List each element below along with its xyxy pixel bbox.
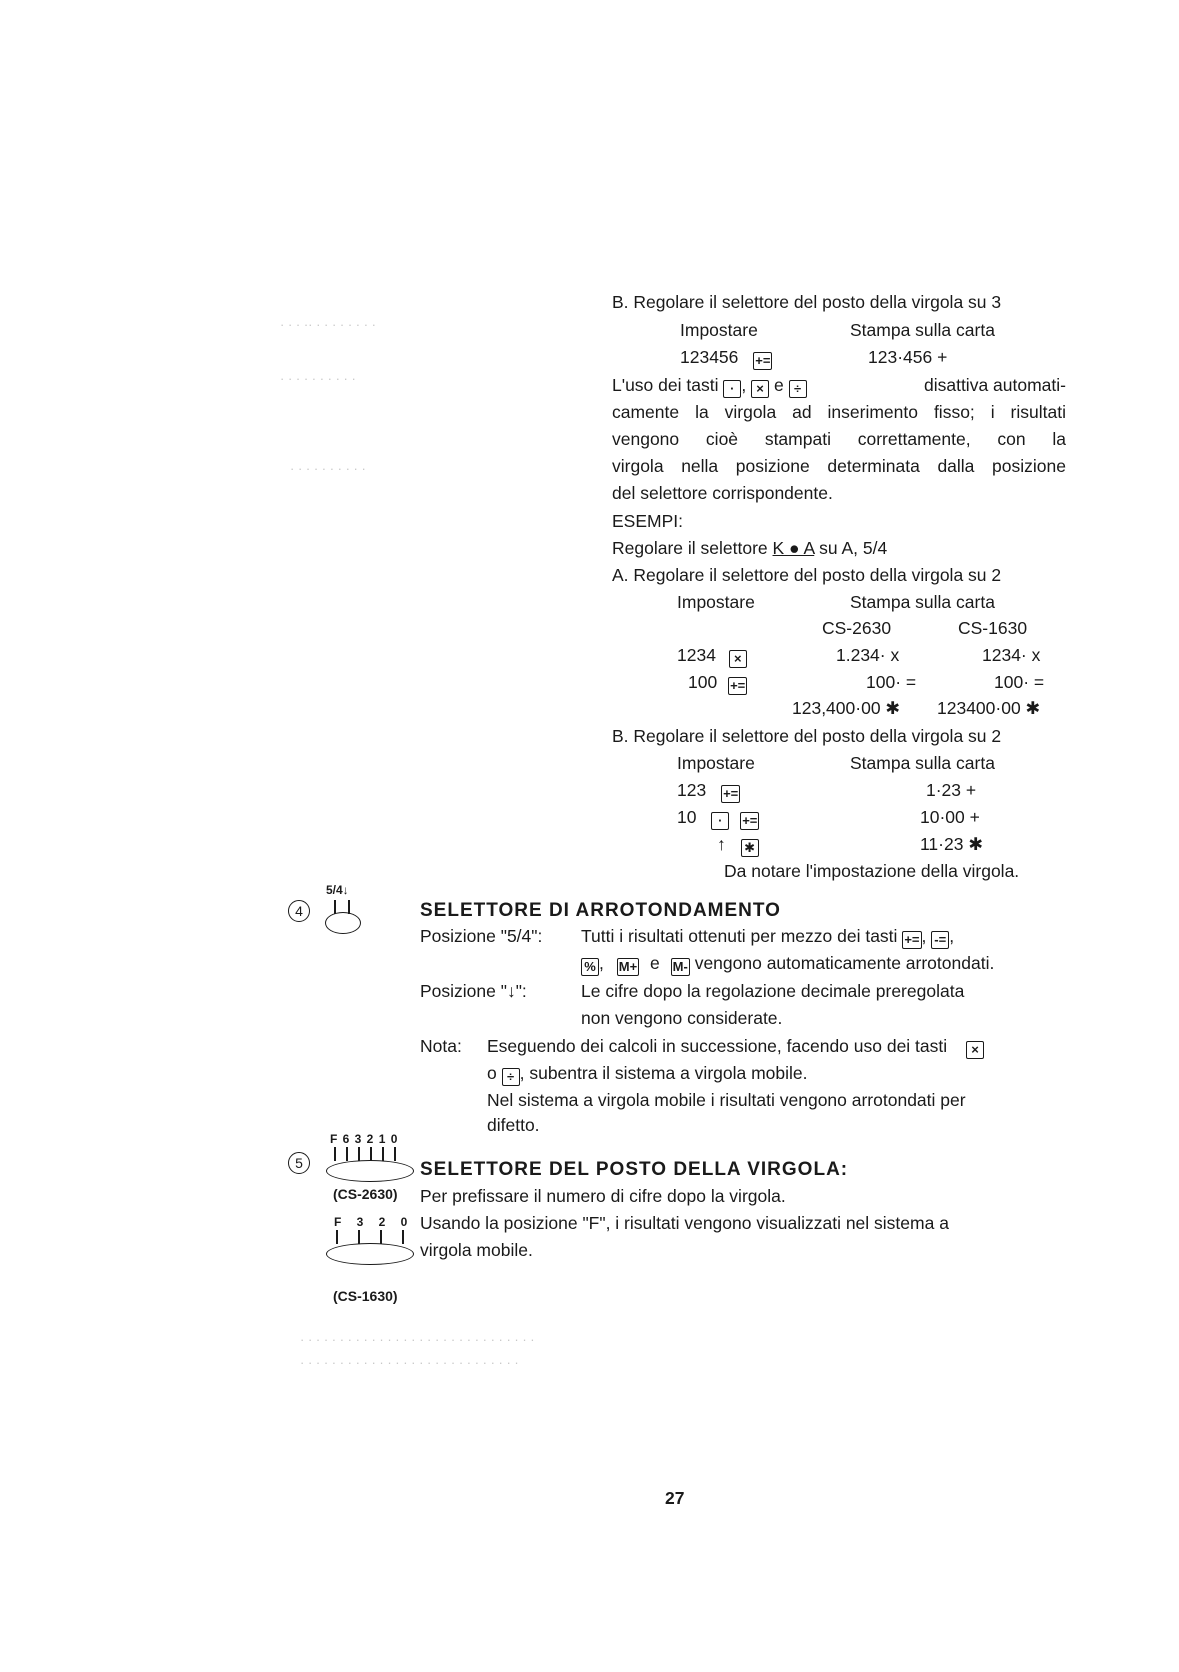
plus-equals-key-icon: +=: [723, 786, 739, 801]
section-title: SELETTORE DEL POSTO DELLA VIRGOLA:: [420, 1159, 849, 1180]
example-row: [717, 836, 759, 857]
bleed-through-noise: · · · · · · · · · ·: [290, 461, 366, 476]
paragraph-line: L'uso dei tasti · , × e ÷ disattiva automati-: [612, 375, 1066, 396]
decimal-key-icon: ·: [711, 812, 729, 830]
note-line: Da notare l'impostazione della virgola.: [724, 861, 1020, 881]
col-input-label: Impostare: [680, 320, 758, 340]
decimal-key-icon: ·: [723, 380, 741, 398]
examples-setting: Regolare il selettore K ● A su A, 5/4: [612, 538, 888, 558]
example-row: 123456 +=: [680, 347, 771, 368]
paragraph-line: camente la virgola ad inserimento fisso; i risultati: [612, 402, 1066, 422]
examples-title: ESEMPI:: [612, 511, 683, 531]
memory-plus-key-icon: M+: [618, 959, 638, 974]
bleed-through-noise: · · · ·· · · · · · · · ·: [280, 317, 377, 332]
switch-tick: [334, 1147, 336, 1161]
rounding-switch-icon: [325, 912, 361, 934]
print-output-cs2630: 1.234· x: [836, 645, 900, 665]
col-model-cs1630: CS-1630: [958, 618, 1028, 638]
position-text: non vengono considerate.: [581, 1008, 783, 1028]
divide-key-icon: ÷: [789, 380, 807, 398]
print-output: 11·23 ✱: [920, 834, 983, 854]
switch-tick: [346, 1147, 348, 1161]
multiply-key-icon: ×: [751, 380, 769, 398]
section-number-5: 5: [288, 1152, 310, 1174]
note-text: difetto.: [487, 1115, 540, 1135]
note-label: Nota:: [420, 1036, 462, 1056]
switch-tick: [382, 1147, 384, 1161]
section-title: SELETTORE DI ARROTONDAMENTO: [420, 900, 781, 921]
result-cs1630: 123400·00 ✱: [937, 698, 1041, 718]
switch-label-cs2630: F 6 3 2 1 0: [330, 1132, 399, 1146]
position-label: Posizione "↓":: [420, 981, 527, 1001]
plus-equals-key-icon: +=: [755, 353, 771, 368]
print-output: 123·456 +: [868, 347, 948, 367]
bleed-through-noise: · · · · · · · · · · · · · · · · · · · · · · · · · · · ·: [300, 1355, 519, 1370]
divide-key-icon: ÷: [502, 1068, 520, 1086]
example-row: 10 · +=: [677, 807, 758, 828]
print-output-cs2630: 100· =: [866, 672, 917, 692]
paragraph-line: vengono cioè stampati correttamente, con la: [612, 429, 1066, 449]
col-input-label: Impostare: [677, 592, 755, 612]
position-label: Posizione "5/4":: [420, 926, 543, 946]
selector-k-a-label: K ● A: [772, 538, 815, 558]
switch-tick: [358, 1230, 360, 1244]
section-b2-heading: B. Regolare il selettore del posto della virgola su 2: [612, 726, 1002, 746]
plus-equals-key-icon: +=: [742, 813, 758, 828]
section-a-heading: A. Regolare il selettore del posto della virgola su 2: [612, 565, 1002, 585]
switch-tick: [370, 1147, 372, 1161]
decimal-switch-cs2630-icon: [326, 1160, 414, 1182]
bleed-through-noise: · · · · · · · · · ·: [280, 371, 356, 386]
switch-label-5-4: 5/4↓: [326, 883, 349, 897]
example-row: 1234 ×: [677, 647, 747, 668]
print-output: 10·00 +: [920, 807, 980, 827]
decimal-switch-cs1630-icon: [326, 1243, 414, 1265]
multiply-key-icon: ×: [966, 1041, 984, 1059]
memory-minus-key-icon: M-: [672, 959, 688, 974]
section-text: Usando la posizione "F", i risultati vengono visualizzati nel sistema a: [420, 1213, 949, 1233]
page-number: 27: [665, 1488, 685, 1508]
model-label: (CS-1630): [333, 1288, 398, 1304]
section-number-4: 4: [288, 900, 310, 922]
multiply-key-icon: ×: [729, 650, 747, 668]
total-key-icon: ✱: [741, 839, 759, 857]
switch-tick: [402, 1230, 404, 1244]
print-output: 1·23 +: [926, 780, 977, 800]
position-text: Le cifre dopo la regolazione decimale preregolata: [581, 981, 965, 1001]
note-text: Nel sistema a virgola mobile i risultati vengono arrotondati per: [487, 1090, 966, 1110]
note-text: o ÷ , subentra il sistema a virgola mobile.: [487, 1063, 808, 1084]
switch-label-cs1630: F 3 2 0: [334, 1215, 414, 1229]
print-output-cs1630: 100· =: [994, 672, 1045, 692]
example-row: 123 +=: [677, 780, 739, 801]
plus-equals-key-icon: +=: [730, 678, 746, 693]
paragraph-line: virgola nella posizione determinata dalla posizione: [612, 456, 1066, 476]
paragraph-line: del selettore corrispondente.: [612, 483, 833, 503]
switch-tick: [380, 1230, 382, 1244]
example-row: 100 +=: [688, 672, 746, 693]
position-text: Tutti i risultati ottenuti per mezzo dei tasti += , -= ,: [581, 926, 955, 947]
col-input-label: Impostare: [677, 753, 755, 773]
bleed-through-noise: · · · · · · · · · · · · · · · · · · · · · · · · · · · · · ·: [300, 1332, 535, 1347]
arrow-up-icon: ↑: [717, 834, 726, 854]
model-label: (CS-2630): [333, 1186, 398, 1202]
print-output-cs1630: 1234· x: [982, 645, 1041, 665]
section-text: Per prefissare il numero di cifre dopo la virgola.: [420, 1186, 786, 1206]
col-print-label: Stampa sulla carta: [850, 320, 995, 340]
col-print-label: Stampa sulla carta: [850, 592, 995, 612]
col-print-label: Stampa sulla carta: [850, 753, 995, 773]
position-text: % , M+ e M- vengono automaticamente arrotondati.: [581, 955, 994, 976]
minus-equals-key-icon: -=: [931, 931, 949, 949]
plus-equals-key-icon: +=: [904, 932, 920, 947]
section-b1-heading: B. Regolare il selettore del posto della virgola su 3: [612, 292, 1002, 312]
note-text: Eseguendo dei calcoli in successione, facendo uso dei tasti ×: [487, 1038, 984, 1059]
col-model-cs2630: CS-2630: [822, 618, 892, 638]
percent-key-icon: %: [581, 958, 599, 976]
switch-tick: [358, 1147, 360, 1161]
result-cs2630: 123,400·00 ✱: [792, 698, 901, 718]
switch-tick: [336, 1230, 338, 1244]
switch-tick: [394, 1147, 396, 1161]
section-text: virgola mobile.: [420, 1240, 533, 1260]
